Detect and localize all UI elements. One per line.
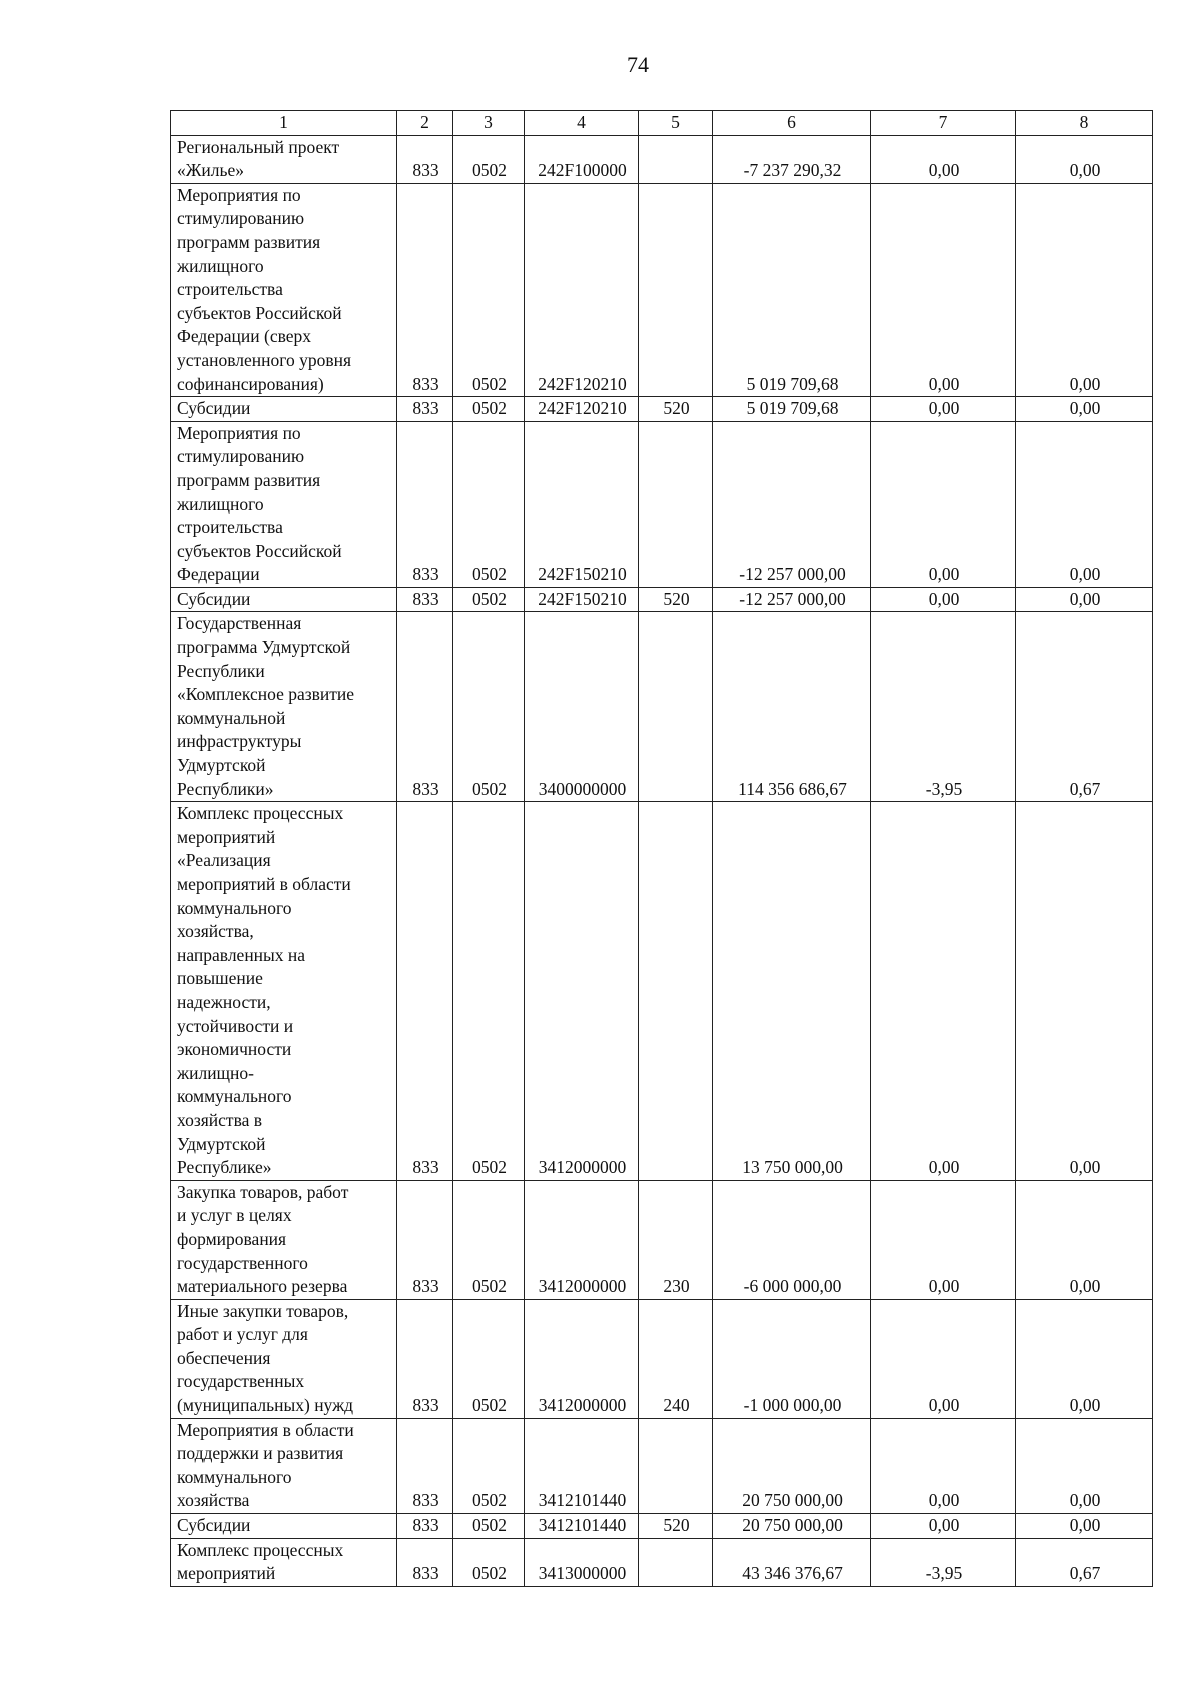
amount-col8-cell: 0,00 — [1016, 587, 1153, 612]
ministry-code-cell: 833 — [397, 1418, 453, 1513]
column-header-2: 2 — [397, 111, 453, 136]
table-row — [171, 1538, 1153, 1586]
target-article-cell: 3412000000 — [525, 1180, 639, 1299]
expense-type-cell — [639, 612, 713, 802]
target-article-cell: 242F120210 — [525, 397, 639, 422]
amount-col8-cell: 0,00 — [1016, 135, 1153, 183]
expense-type-cell: 230 — [639, 1180, 713, 1299]
target-article-cell: 3413000000 — [525, 1538, 639, 1586]
expense-type-cell — [639, 183, 713, 396]
section-code-cell: 0502 — [453, 1180, 525, 1299]
section-code-cell: 0502 — [453, 421, 525, 587]
row-name-cell: Субсидии — [171, 397, 397, 422]
amount-col7-cell: 0,00 — [871, 183, 1016, 396]
row-name-cell: Комплекс процессных мероприятий «Реализация мероприятий в области коммунального хозяйства, направленных на повышение надежности, устойчивости и экономичности жилищно- коммунального хозяйства в Удмуртской Республике» — [171, 802, 397, 1181]
amount-cell: 20 750 000,00 — [713, 1418, 871, 1513]
ministry-code-cell: 833 — [397, 1299, 453, 1418]
amount-cell: 13 750 000,00 — [713, 802, 871, 1181]
column-header-1: 1 — [171, 111, 397, 136]
amount-col7-cell: 0,00 — [871, 802, 1016, 1181]
ministry-code-cell: 833 — [397, 1514, 453, 1539]
target-article-cell: 242F120210 — [525, 183, 639, 396]
table-row — [171, 135, 1153, 183]
ministry-code-cell: 833 — [397, 612, 453, 802]
amount-cell: -1 000 000,00 — [713, 1299, 871, 1418]
amount-col7-cell: 0,00 — [871, 421, 1016, 587]
amount-col7-cell: 0,00 — [871, 1180, 1016, 1299]
table-row — [171, 397, 1153, 422]
table-row — [171, 587, 1153, 612]
target-article-cell: 3412101440 — [525, 1418, 639, 1513]
table-row — [171, 1418, 1153, 1513]
table-row — [171, 1514, 1153, 1539]
section-code-cell: 0502 — [453, 135, 525, 183]
amount-cell: -12 257 000,00 — [713, 587, 871, 612]
expense-type-cell — [639, 421, 713, 587]
header-row — [171, 111, 1153, 136]
ministry-code-cell: 833 — [397, 421, 453, 587]
table-row — [171, 1180, 1153, 1299]
expense-type-cell: 240 — [639, 1299, 713, 1418]
amount-col8-cell: 0,00 — [1016, 802, 1153, 1181]
table-row — [171, 421, 1153, 587]
target-article-cell: 3400000000 — [525, 612, 639, 802]
amount-col7-cell: 0,00 — [871, 135, 1016, 183]
amount-col7-cell: 0,00 — [871, 1418, 1016, 1513]
expense-type-cell — [639, 802, 713, 1181]
row-name-cell: Комплекс процессных мероприятий — [171, 1538, 397, 1586]
amount-col8-cell: 0,00 — [1016, 397, 1153, 422]
target-article-cell: 242F100000 — [525, 135, 639, 183]
amount-col8-cell: 0,00 — [1016, 1418, 1153, 1513]
ministry-code-cell: 833 — [397, 587, 453, 612]
target-article-cell: 3412000000 — [525, 802, 639, 1181]
amount-col8-cell: 0,67 — [1016, 612, 1153, 802]
column-header-5: 5 — [639, 111, 713, 136]
section-code-cell: 0502 — [453, 587, 525, 612]
row-name-cell: Иные закупки товаров, работ и услуг для обеспечения государственных (муниципальных) нужд — [171, 1299, 397, 1418]
section-code-cell: 0502 — [453, 397, 525, 422]
amount-col8-cell: 0,00 — [1016, 1180, 1153, 1299]
amount-col7-cell: -3,95 — [871, 1538, 1016, 1586]
ministry-code-cell: 833 — [397, 802, 453, 1181]
amount-cell: 5 019 709,68 — [713, 397, 871, 422]
expense-type-cell — [639, 1538, 713, 1586]
column-header-6: 6 — [713, 111, 871, 136]
target-article-cell: 3412101440 — [525, 1514, 639, 1539]
budget-table — [170, 110, 1153, 1587]
row-name-cell: Государственная программа Удмуртской Республики «Комплексное развитие коммунальной инфраструктуры Удмуртской Республики» — [171, 612, 397, 802]
section-code-cell: 0502 — [453, 1514, 525, 1539]
ministry-code-cell: 833 — [397, 183, 453, 396]
amount-cell: 20 750 000,00 — [713, 1514, 871, 1539]
section-code-cell: 0502 — [453, 1418, 525, 1513]
row-name-cell: Региональный проект «Жилье» — [171, 135, 397, 183]
ministry-code-cell: 833 — [397, 1180, 453, 1299]
row-name-cell: Субсидии — [171, 587, 397, 612]
target-article-cell: 3412000000 — [525, 1299, 639, 1418]
amount-cell: -12 257 000,00 — [713, 421, 871, 587]
column-header-8: 8 — [1016, 111, 1153, 136]
target-article-cell: 242F150210 — [525, 421, 639, 587]
table-row — [171, 612, 1153, 802]
amount-cell: -7 237 290,32 — [713, 135, 871, 183]
expense-type-cell: 520 — [639, 1514, 713, 1539]
amount-col7-cell: -3,95 — [871, 612, 1016, 802]
column-header-7: 7 — [871, 111, 1016, 136]
expense-type-cell — [639, 135, 713, 183]
expense-type-cell: 520 — [639, 397, 713, 422]
amount-cell: 5 019 709,68 — [713, 183, 871, 396]
amount-col7-cell: 0,00 — [871, 1299, 1016, 1418]
amount-col8-cell: 0,00 — [1016, 183, 1153, 396]
ministry-code-cell: 833 — [397, 397, 453, 422]
amount-col7-cell: 0,00 — [871, 587, 1016, 612]
table-row — [171, 802, 1153, 1181]
amount-col7-cell: 0,00 — [871, 397, 1016, 422]
column-header-4: 4 — [525, 111, 639, 136]
section-code-cell: 0502 — [453, 802, 525, 1181]
row-name-cell: Закупка товаров, работ и услуг в целях формирования государственного материального резерва — [171, 1180, 397, 1299]
column-header-3: 3 — [453, 111, 525, 136]
ministry-code-cell: 833 — [397, 135, 453, 183]
target-article-cell: 242F150210 — [525, 587, 639, 612]
amount-cell: -6 000 000,00 — [713, 1180, 871, 1299]
section-code-cell: 0502 — [453, 612, 525, 802]
amount-col8-cell: 0,00 — [1016, 1299, 1153, 1418]
amount-cell: 114 356 686,67 — [713, 612, 871, 802]
row-name-cell: Мероприятия в области поддержки и развития коммунального хозяйства — [171, 1418, 397, 1513]
expense-type-cell: 520 — [639, 587, 713, 612]
row-name-cell: Мероприятия по стимулированию программ развития жилищного строительства субъектов Российской Федерации — [171, 421, 397, 587]
amount-col7-cell: 0,00 — [871, 1514, 1016, 1539]
table-row — [171, 183, 1153, 396]
amount-col8-cell: 0,00 — [1016, 421, 1153, 587]
section-code-cell: 0502 — [453, 183, 525, 396]
section-code-cell: 0502 — [453, 1538, 525, 1586]
expense-type-cell — [639, 1418, 713, 1513]
amount-cell: 43 346 376,67 — [713, 1538, 871, 1586]
section-code-cell: 0502 — [453, 1299, 525, 1418]
row-name-cell: Мероприятия по стимулированию программ развития жилищного строительства субъектов Российской Федерации (сверх установленного уровня софинансирования) — [171, 183, 397, 396]
ministry-code-cell: 833 — [397, 1538, 453, 1586]
amount-col8-cell: 0,67 — [1016, 1538, 1153, 1586]
row-name-cell: Субсидии — [171, 1514, 397, 1539]
page-number: 74 — [627, 52, 649, 77]
table-row — [171, 1299, 1153, 1418]
amount-col8-cell: 0,00 — [1016, 1514, 1153, 1539]
